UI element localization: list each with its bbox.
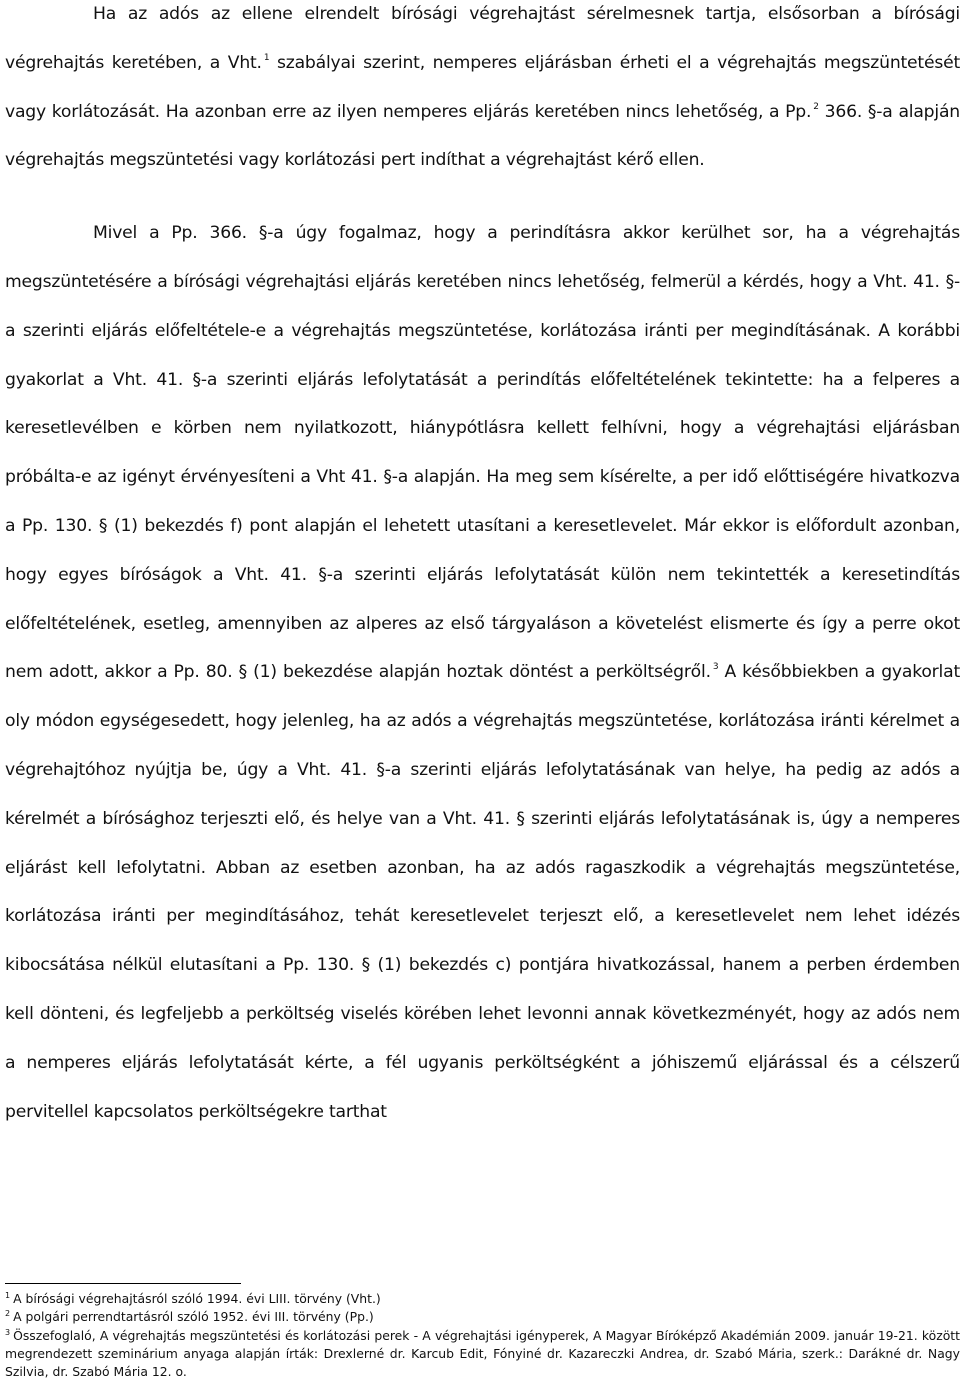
paragraph-text: A későbbiekben a gyakorlat oly módon egységesedett, hogy jelenleg, ha az adós a végrehajtás megszüntetése, korlátozása iránti kérelmet a végrehajtóhoz nyújtja be, úgy a Vht. 41. §-a szerinti eljárás lefolytatásának van helye, ha pedig az adós a kérelmét a bírósághoz terjeszti elő, és helye van a Vht. 41. § szerinti eljárás lefolytatásának is, úgy a nemperes eljárást kell lefolytatni. Abban az esetben azonban, ha az adós ragaszkodik a végrehajtás megszüntetése, korlátozása iránti per megindításához, tehát keresetlevelet terjeszt elő, a keresetlevelet nem lehet idézés kibocsátása nélkül elutasítani a Pp. 130. § (1) bekezdés c) pontjára hivatkozással, hanem a perben érdemben kell dönteni, és legfeljebb a perköltség viselés körében lehet levonni annak következményét, hogy az adós nem a nemperes eljárás lefolytatását kérte, a fél ugyanis perköltségként a jóhiszemű eljárással és a célszerű pervitellel kapcsolatos perköltségekre tarthat	[5, 662, 960, 1122]
footnote-separator	[5, 1283, 241, 1284]
body-paragraph-2	[5, 209, 960, 1136]
footnote-mark: 1	[5, 1291, 11, 1300]
footnote-1	[5, 1290, 960, 1308]
paragraph-text: 366. §-a alapján végrehajtás megszüntetési vagy korlátozási pert indíthat a végrehajtást kérő ellen.	[5, 101, 960, 171]
document-page	[5, 0, 960, 1136]
footnote-text: Összefoglaló, A végrehajtás megszüntetési és korlátozási perek - A végrehajtási igényperek, A Magyar Bíróképző Akadémián 2009. január 19-21. között megrendezett szeminárium anyaga alapján írták: Drexlerné dr. Karcub Edit, Fónyiné dr. Kazareczki Andrea, dr. Szabó Mária, szerk.: Darákné dr. Nagy Szilvia, dr. Szabó Mária 12. o.	[5, 1327, 960, 1380]
footnote-text: A bírósági végrehajtásról szóló 1994. évi LIII. törvény (Vht.)	[13, 1291, 381, 1306]
footnote-ref-1: 1	[263, 52, 270, 63]
footnote-mark: 3	[5, 1327, 11, 1337]
paragraph-text: Ha az adós az ellene elrendelt bírósági végrehajtást sérelmesnek tartja, elsősorban a bírósági végrehajtás keretében, a Vht.	[5, 4, 960, 73]
footnote-ref-2: 2	[813, 101, 819, 112]
footnotes	[5, 1290, 960, 1381]
footnote-text: A polgári perrendtartásról szóló 1952. évi III. törvény (Pp.)	[13, 1309, 374, 1325]
paragraph-text: szabályai szerint, nemperes eljárásban érheti el a végrehajtás megszüntetését vagy korlátozását. Ha azonban erre az ilyen nemperes eljárás keretében nincs lehetőség, a Pp.	[5, 52, 960, 122]
paragraph-text: Mivel a Pp. 366. §-a úgy fogalmaz, hogy a perindításra akkor kerülhet sor, ha a végrehajtás megszüntetésére a bírósági végrehajtási eljárás keretében nincs lehetőség, felmerül a kérdés, hogy a Vht. 41. §-a szerinti eljárás előfeltétele-e a végrehajtás megszüntetése, korlátozása iránti per megindításának. A korábbi gyakorlat a Vht. 41. §-a szerinti eljárás lefolytatását a perindítás előfeltételének tekintette: ha a felperes a keresetlevélben e körben nem nyilatkozott, hiánypótlásra kellett felhívni, hogy a végrehajtási eljárásban próbálta-e az igényt érvényesíteni a Vht 41. §-a alapján. Ha meg sem kísérelte, a per idő előttiségére hivatkozva a Pp. 130. § (1) bekezdés f) pont alapján el lehetett utasítani a keresetlevelet. Már ekkor is előfordult azonban, hogy egyes bíróságok a Vht. 41. §-a szerinti eljárás lefolytatását külön nem tekintették a keresetindítás előfeltételének, esetleg, amennyiben az alperes az első tárgyaláson a követelést elismerte és így a perre okot nem adott, akkor a Pp. 80. § (1) bekezdése alapján hoztak döntést a perköltségről.	[5, 223, 960, 683]
footnote-3	[5, 1327, 960, 1382]
footnote-mark: 2	[5, 1309, 11, 1319]
footnote-2	[5, 1308, 960, 1326]
footnote-ref-3: 3	[712, 662, 719, 673]
body-paragraph-1	[5, 0, 960, 185]
